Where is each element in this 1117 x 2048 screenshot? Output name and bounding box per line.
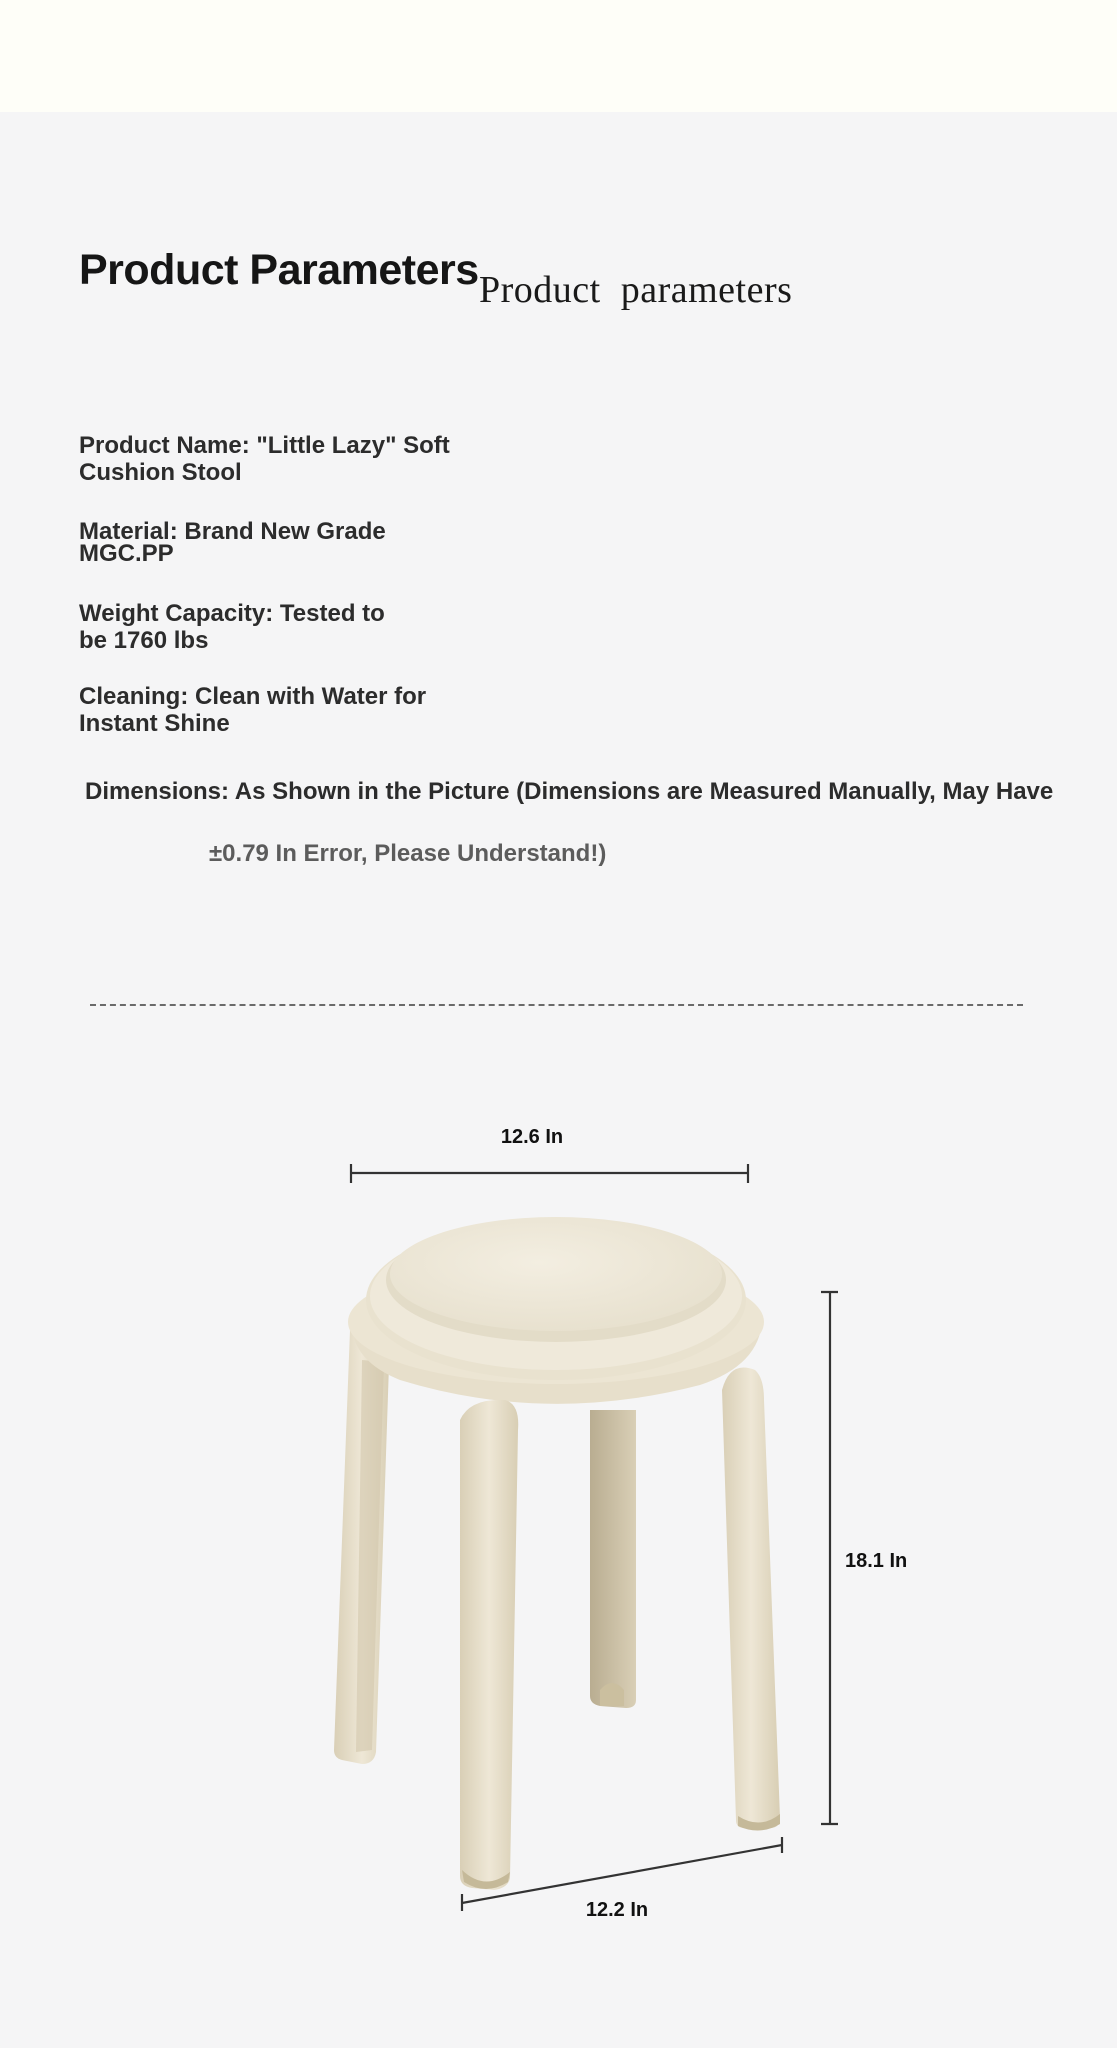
param-product-name: Product Name: "Little Lazy" Soft Cushion Stool [79,432,450,486]
dimensions-tolerance-note: ±0.79 In Error, Please Understand!) [209,840,607,867]
stool-image [334,1217,780,1890]
height-label: 18.1 In [845,1550,908,1572]
top-banner [0,0,1117,112]
depth-label: 12.2 In [585,1899,649,1921]
param-cleaning: Cleaning: Clean with Water for Instant Shine [79,683,427,737]
dashed-divider [90,1004,1023,1006]
width-dimension-line [351,1164,748,1183]
param-weight-capacity: Weight Capacity: Tested to be 1760 lbs [79,600,385,654]
dimensions-note: Dimensions: As Shown in the Picture (Dimensions are Measured Manually, May Have [85,778,1054,805]
page-title: Product Parameters [79,246,479,294]
param-material: Material: Brand New Grade MGC.PP [79,518,386,567]
height-dimension-line [821,1292,838,1824]
stool-diagram [0,1080,1117,1960]
width-label: 12.6 In [500,1126,564,1148]
page-subtitle: Product parameters [479,269,793,311]
